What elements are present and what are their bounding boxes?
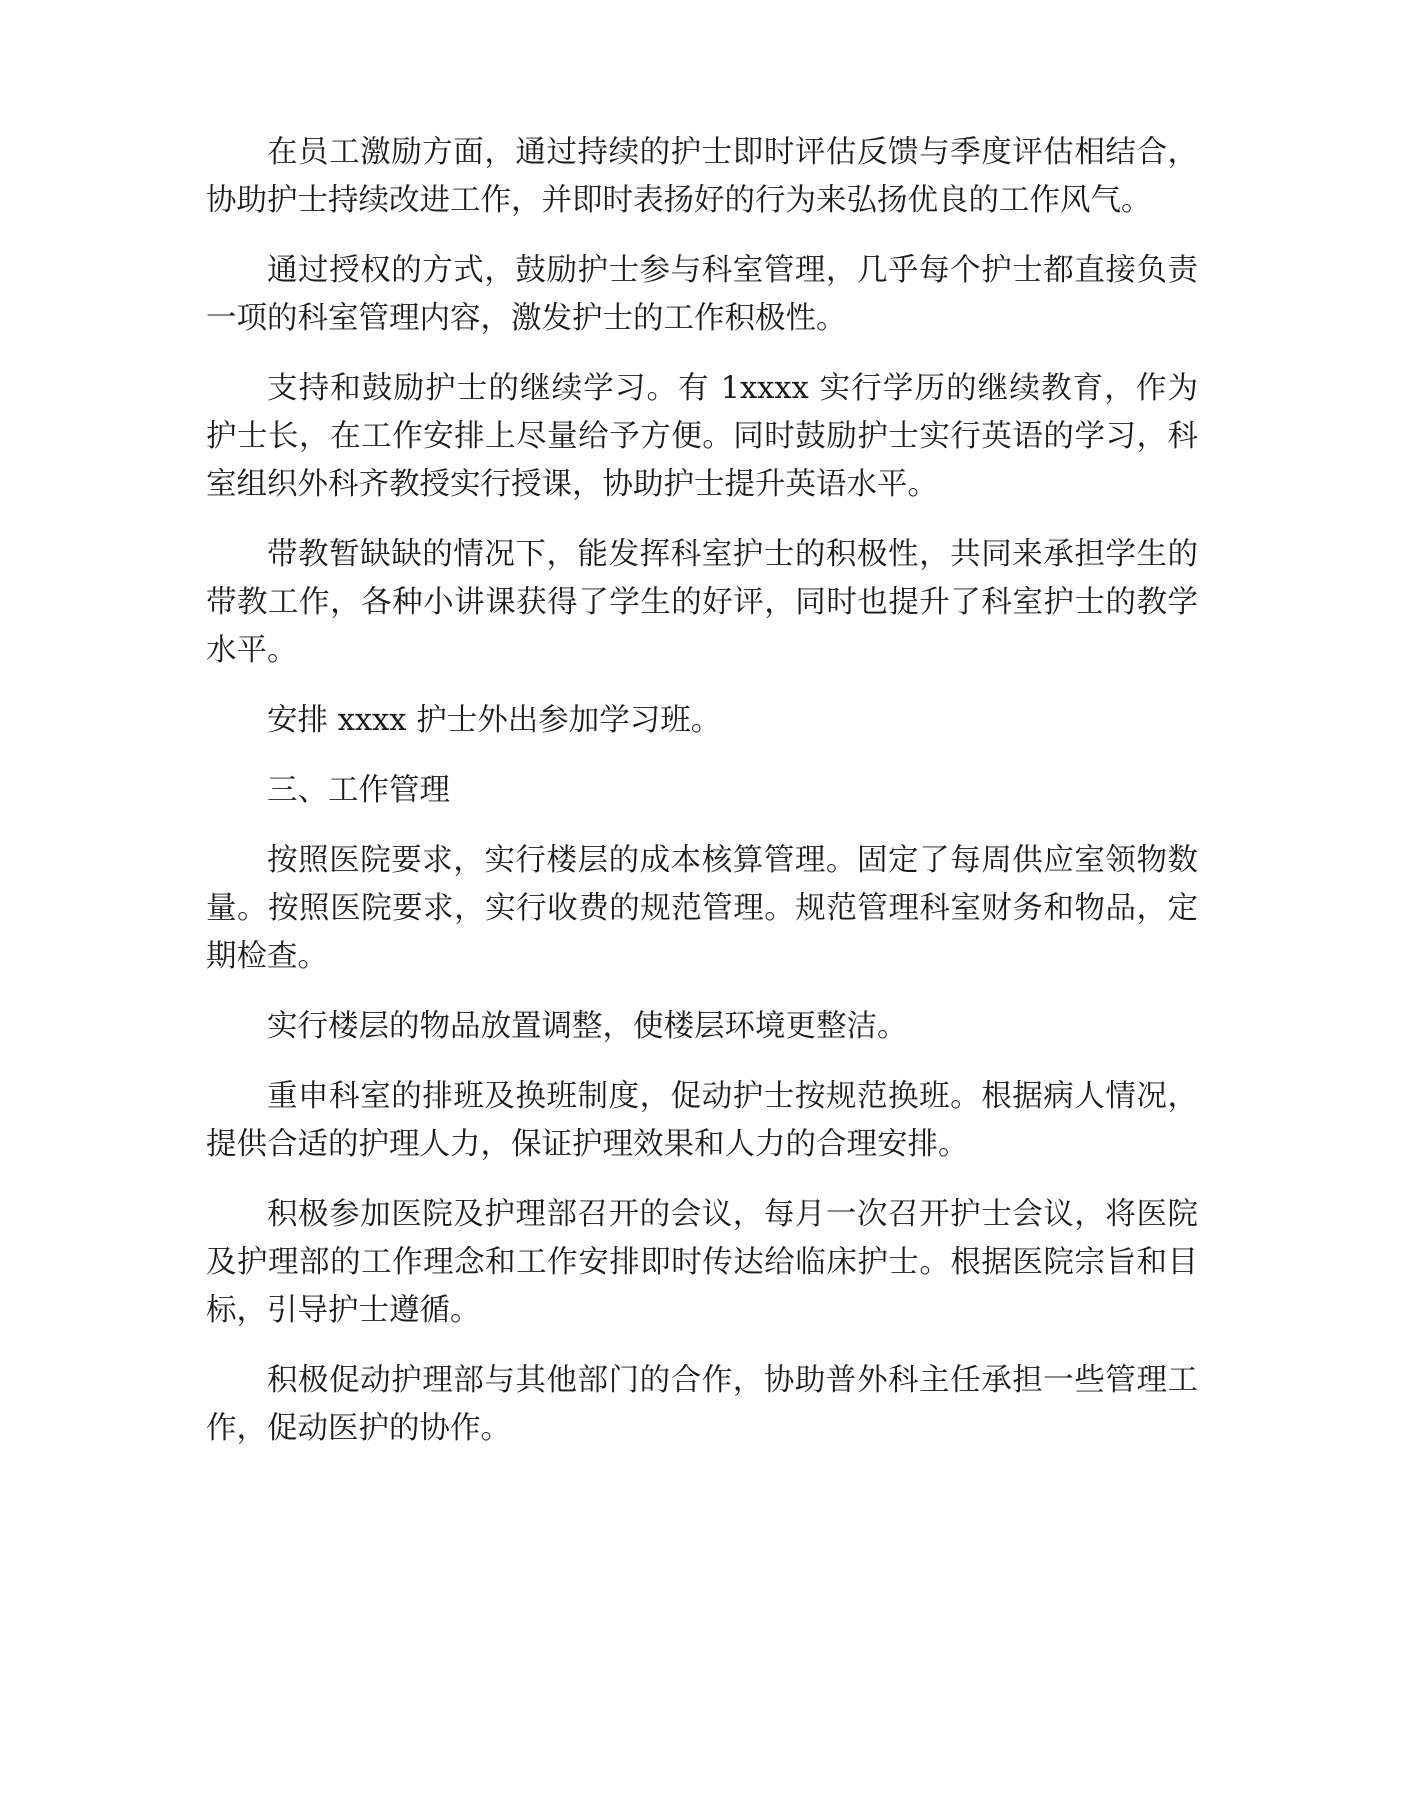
paragraph-cost-accounting: 按照医院要求，实行楼层的成本核算管理。固定了每周供应室领物数量。按照医院要求，实行收费的规范管理。规范管理科室财务和物品，定期检查。 [206,843,1198,974]
paragraph-shift-scheduling: 重申科室的排班及换班制度，促动护士按规范换班。根据病人情况，提供合适的护理人力，保证护理效果和人力的合理安排。 [206,1079,1198,1162]
paragraph-cooperation: 积极促动护理部与其他部门的合作，协助普外科主任承担一些管理工作，促动医护的协作。 [206,1363,1198,1446]
paragraph-continuing-education: 支持和鼓励护士的继续学习。有 1xxxx 实行学历的继续教育，作为护士长，在工作安排上尽量给予方便。同时鼓励护士实行英语的学习，科室组织外科齐教授实行授课，协助护士提升英语水平。 [206,371,1198,502]
paragraph-authorization: 通过授权的方式，鼓励护士参与科室管理，几乎每个护士都直接负责一项的科室管理内容，激发护士的工作积极性。 [206,253,1198,336]
document-body [206,129,1198,1475]
paragraph-staff-motivation: 在员工激励方面，通过持续的护士即时评估反馈与季度评估相结合，协助护士持续改进工作，并即时表扬好的行为来弘扬优良的工作风气。 [206,135,1198,218]
paragraph-training-class: 安排 xxxx 护士外出参加学习班。 [267,703,722,738]
paragraph-item-placement: 实行楼层的物品放置调整，使楼层环境更整洁。 [267,1009,908,1044]
paragraph-meetings: 积极参加医院及护理部召开的会议，每月一次召开护士会议，将医院及护理部的工作理念和工作安排即时传达给临床护士。根据医院宗旨和目标，引导护士遵循。 [206,1197,1198,1328]
paragraph-teaching: 带教暂缺缺的情况下，能发挥科室护士的积极性，共同来承担学生的带教工作，各种小讲课获得了学生的好评，同时也提升了科室护士的教学水平。 [206,537,1198,668]
section-heading-work-management: 三、工作管理 [267,773,450,808]
